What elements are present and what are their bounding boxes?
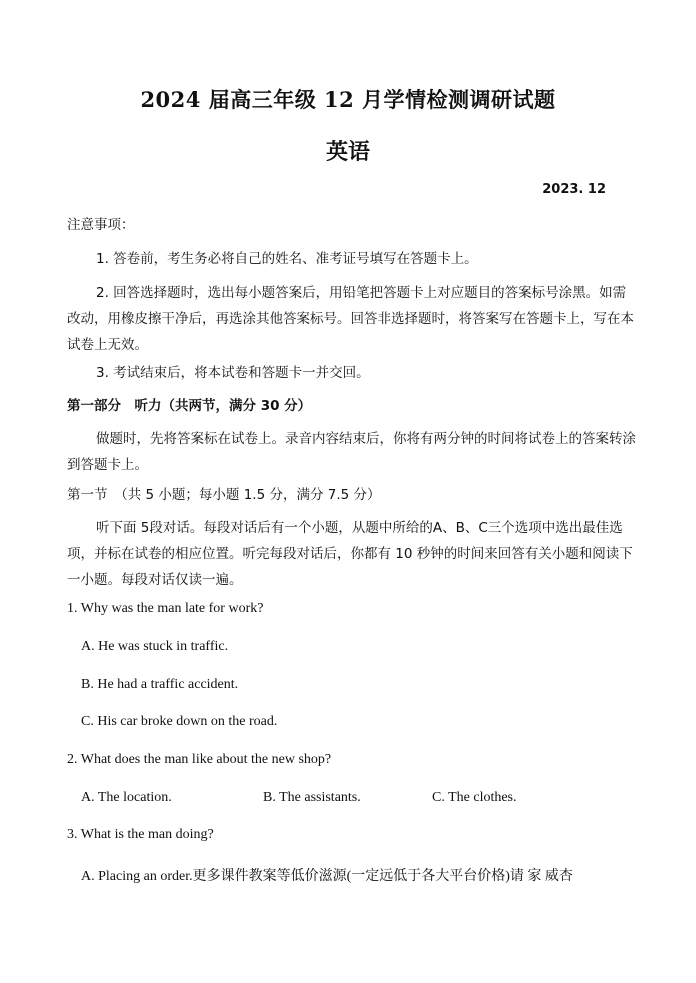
section1-heading: 第一节 （共 5 小题；每小题 1.5 分，满分 7.5 分）: [67, 487, 381, 503]
question-1-stem: 1. Why was the man late for work?: [67, 601, 264, 616]
question-1-option-c: C. His car broke down on the road.: [81, 714, 278, 729]
question-1-option-b: B. He had a traffic accident.: [81, 677, 239, 692]
exam-subject: 英语: [325, 139, 370, 165]
exam-title: 2024 届高三年级 12 月学情检测调研试题: [140, 87, 556, 112]
question-3-stem: 3. What is the man doing?: [67, 827, 214, 842]
question-2-stem: 2. What does the man like about the new shop?: [67, 752, 332, 767]
notice-item-1: 1. 答卷前，考生务必将自己的姓名、准考证号填写在答题卡上。: [96, 251, 478, 267]
notice-heading: 注意事项：: [67, 217, 135, 233]
question-2-option-a: A. The location.: [81, 790, 172, 805]
question-2-option-b: B. The assistants.: [263, 790, 361, 805]
question-2-option-c: C. The clothes.: [432, 790, 517, 805]
question-1-option-a: A. He was stuck in traffic.: [81, 639, 229, 654]
part1-instruction: 做题时，先将答案标在试卷上。录音内容结束后，你将有两分钟的时间将试卷上的答案转涂到答题卡上。: [67, 431, 636, 473]
question-3-option-a: A. Placing an order.更多课件教案等低价滋源(一定远低于各大平台价格)请 家 威杏: [81, 869, 573, 884]
part1-heading: 第一部分 听力（共两节，满分 30 分）: [67, 398, 312, 414]
notice-item-3: 3. 考试结束后，将本试卷和答题卡一并交回。: [96, 365, 370, 381]
notice-item-2: 2. 回答选择题时，选出每小题答案后，用铅笔把答题卡上对应题目的答案标号涂黑。如需改动，用橡皮擦干净后，再选涂其他答案标号。回答非选择题时，将答案写在答题卡上，写在本试卷上无效。: [67, 285, 634, 353]
section1-instruction: 听下面 5段对话。每段对话后有一个小题，从题中所给的A、B、C三个选项中选出最佳选项，并标在试卷的相应位置。听完每段对话后，你都有 10 秒钟的时间来回答有关小题和阅读下一小题。每段对话仅读一遍。: [67, 520, 633, 588]
exam-date: 2023. 12: [542, 182, 606, 197]
